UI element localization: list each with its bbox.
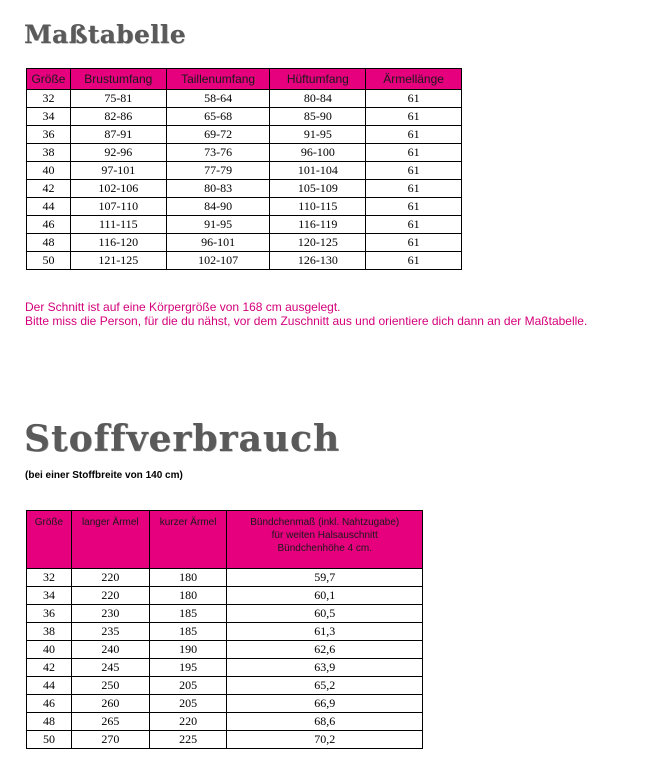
note-body-height: Der Schnitt ist auf eine Körpergröße von 168 cm ausgelegt. xyxy=(25,300,341,314)
cell: 220 xyxy=(149,713,227,731)
cell: 73-76 xyxy=(166,144,270,162)
cell: 65-68 xyxy=(166,108,270,126)
cell: 96-101 xyxy=(166,234,270,252)
cell: 195 xyxy=(149,659,227,677)
cell: 97-101 xyxy=(70,162,166,180)
cell: 87-91 xyxy=(70,126,166,144)
cell: 69-72 xyxy=(166,126,270,144)
cell: 61 xyxy=(366,234,462,252)
cell: 61 xyxy=(366,126,462,144)
header-long-sleeve: langer Ärmel xyxy=(71,511,149,569)
measurement-table xyxy=(26,68,462,270)
table-row xyxy=(27,677,423,695)
header-cuff-measure xyxy=(227,511,423,569)
cell: 220 xyxy=(71,569,149,587)
cell: 34 xyxy=(27,108,71,126)
cell: 63,9 xyxy=(227,659,423,677)
cell: 36 xyxy=(27,605,72,623)
header-short-sleeve: kurzer Ärmel xyxy=(149,511,227,569)
cell: 59,7 xyxy=(227,569,423,587)
table-row xyxy=(27,216,462,234)
cell: 80-84 xyxy=(270,90,366,108)
header-cuff-line-1: Bündchenmaß (inkl. Nahtzugabe) xyxy=(250,517,400,528)
cell: 180 xyxy=(149,569,227,587)
cell: 101-104 xyxy=(270,162,366,180)
table-row xyxy=(27,731,423,749)
header-sleeve: Ärmellänge xyxy=(366,69,462,90)
table-row xyxy=(27,587,423,605)
cell: 245 xyxy=(71,659,149,677)
cell: 190 xyxy=(149,641,227,659)
cell: 48 xyxy=(27,234,71,252)
cell: 32 xyxy=(27,569,72,587)
header-waist: Taillenumfang xyxy=(166,69,270,90)
table-row xyxy=(27,234,462,252)
cell: 38 xyxy=(27,144,71,162)
measurement-title: Maßtabelle xyxy=(24,20,186,49)
cell: 230 xyxy=(71,605,149,623)
cell: 240 xyxy=(71,641,149,659)
fabric-table xyxy=(26,510,423,749)
table-row xyxy=(27,605,423,623)
cell: 110-115 xyxy=(270,198,366,216)
cell: 61 xyxy=(366,144,462,162)
header-cuff-line-3: Bündchenhöhe 4 cm. xyxy=(277,543,372,554)
table-row xyxy=(27,713,423,731)
cell: 116-120 xyxy=(70,234,166,252)
cell: 68,6 xyxy=(227,713,423,731)
cell: 34 xyxy=(27,587,72,605)
table-row xyxy=(27,252,462,270)
table-row xyxy=(27,144,462,162)
cell: 92-96 xyxy=(70,144,166,162)
cell: 220 xyxy=(71,587,149,605)
cell: 96-100 xyxy=(270,144,366,162)
cell: 38 xyxy=(27,623,72,641)
measurement-header-row xyxy=(27,69,462,90)
cell: 40 xyxy=(27,641,72,659)
cell: 82-86 xyxy=(70,108,166,126)
table-row xyxy=(27,198,462,216)
cell: 105-109 xyxy=(270,180,366,198)
table-row xyxy=(27,162,462,180)
cell: 60,5 xyxy=(227,605,423,623)
table-row xyxy=(27,623,423,641)
cell: 265 xyxy=(71,713,149,731)
cell: 77-79 xyxy=(166,162,270,180)
cell: 102-107 xyxy=(166,252,270,270)
cell: 44 xyxy=(27,198,71,216)
cell: 116-119 xyxy=(270,216,366,234)
cell: 62,6 xyxy=(227,641,423,659)
cell: 225 xyxy=(149,731,227,749)
header-cuff-line-2: für weiten Halsauschnitt xyxy=(271,530,378,541)
cell: 46 xyxy=(27,216,71,234)
cell: 111-115 xyxy=(70,216,166,234)
header-size: Größe xyxy=(27,69,71,90)
table-row xyxy=(27,180,462,198)
cell: 126-130 xyxy=(270,252,366,270)
cell: 260 xyxy=(71,695,149,713)
header-hip: Hüftumfang xyxy=(270,69,366,90)
cell: 107-110 xyxy=(70,198,166,216)
cell: 40 xyxy=(27,162,71,180)
cell: 66,9 xyxy=(227,695,423,713)
table-row xyxy=(27,126,462,144)
cell: 61 xyxy=(366,252,462,270)
cell: 58-64 xyxy=(166,90,270,108)
cell: 61 xyxy=(366,180,462,198)
cell: 205 xyxy=(149,677,227,695)
cell: 61 xyxy=(366,198,462,216)
cell: 50 xyxy=(27,252,71,270)
cell: 61 xyxy=(366,90,462,108)
cell: 61 xyxy=(366,108,462,126)
cell: 235 xyxy=(71,623,149,641)
cell: 91-95 xyxy=(270,126,366,144)
cell: 185 xyxy=(149,605,227,623)
cell: 80-83 xyxy=(166,180,270,198)
cell: 61 xyxy=(366,162,462,180)
fabric-header-row xyxy=(27,511,423,569)
table-row xyxy=(27,641,423,659)
fabric-title: Stoffverbrauch xyxy=(24,418,341,460)
cell: 42 xyxy=(27,180,71,198)
cell: 70,2 xyxy=(227,731,423,749)
cell: 50 xyxy=(27,731,72,749)
cell: 60,1 xyxy=(227,587,423,605)
table-row xyxy=(27,90,462,108)
cell: 46 xyxy=(27,695,72,713)
note-measure-person: Bitte miss die Person, für die du nähst, vor dem Zuschnitt aus und orientiere dich dann an der Maßtabelle. xyxy=(25,314,588,328)
cell: 36 xyxy=(27,126,71,144)
cell: 205 xyxy=(149,695,227,713)
cell: 42 xyxy=(27,659,72,677)
cell: 180 xyxy=(149,587,227,605)
cell: 185 xyxy=(149,623,227,641)
cell: 121-125 xyxy=(70,252,166,270)
cell: 65,2 xyxy=(227,677,423,695)
cell: 44 xyxy=(27,677,72,695)
cell: 75-81 xyxy=(70,90,166,108)
table-row xyxy=(27,659,423,677)
cell: 84-90 xyxy=(166,198,270,216)
cell: 270 xyxy=(71,731,149,749)
cell: 91-95 xyxy=(166,216,270,234)
table-row xyxy=(27,569,423,587)
cell: 61 xyxy=(366,216,462,234)
cell: 85-90 xyxy=(270,108,366,126)
fabric-subtitle: (bei einer Stoffbreite von 140 cm) xyxy=(25,470,183,481)
table-row xyxy=(27,695,423,713)
table-row xyxy=(27,108,462,126)
cell: 120-125 xyxy=(270,234,366,252)
cell: 102-106 xyxy=(70,180,166,198)
header-chest: Brustumfang xyxy=(70,69,166,90)
cell: 61,3 xyxy=(227,623,423,641)
cell: 250 xyxy=(71,677,149,695)
cell: 48 xyxy=(27,713,72,731)
cell: 32 xyxy=(27,90,71,108)
header-size: Größe xyxy=(27,511,72,569)
